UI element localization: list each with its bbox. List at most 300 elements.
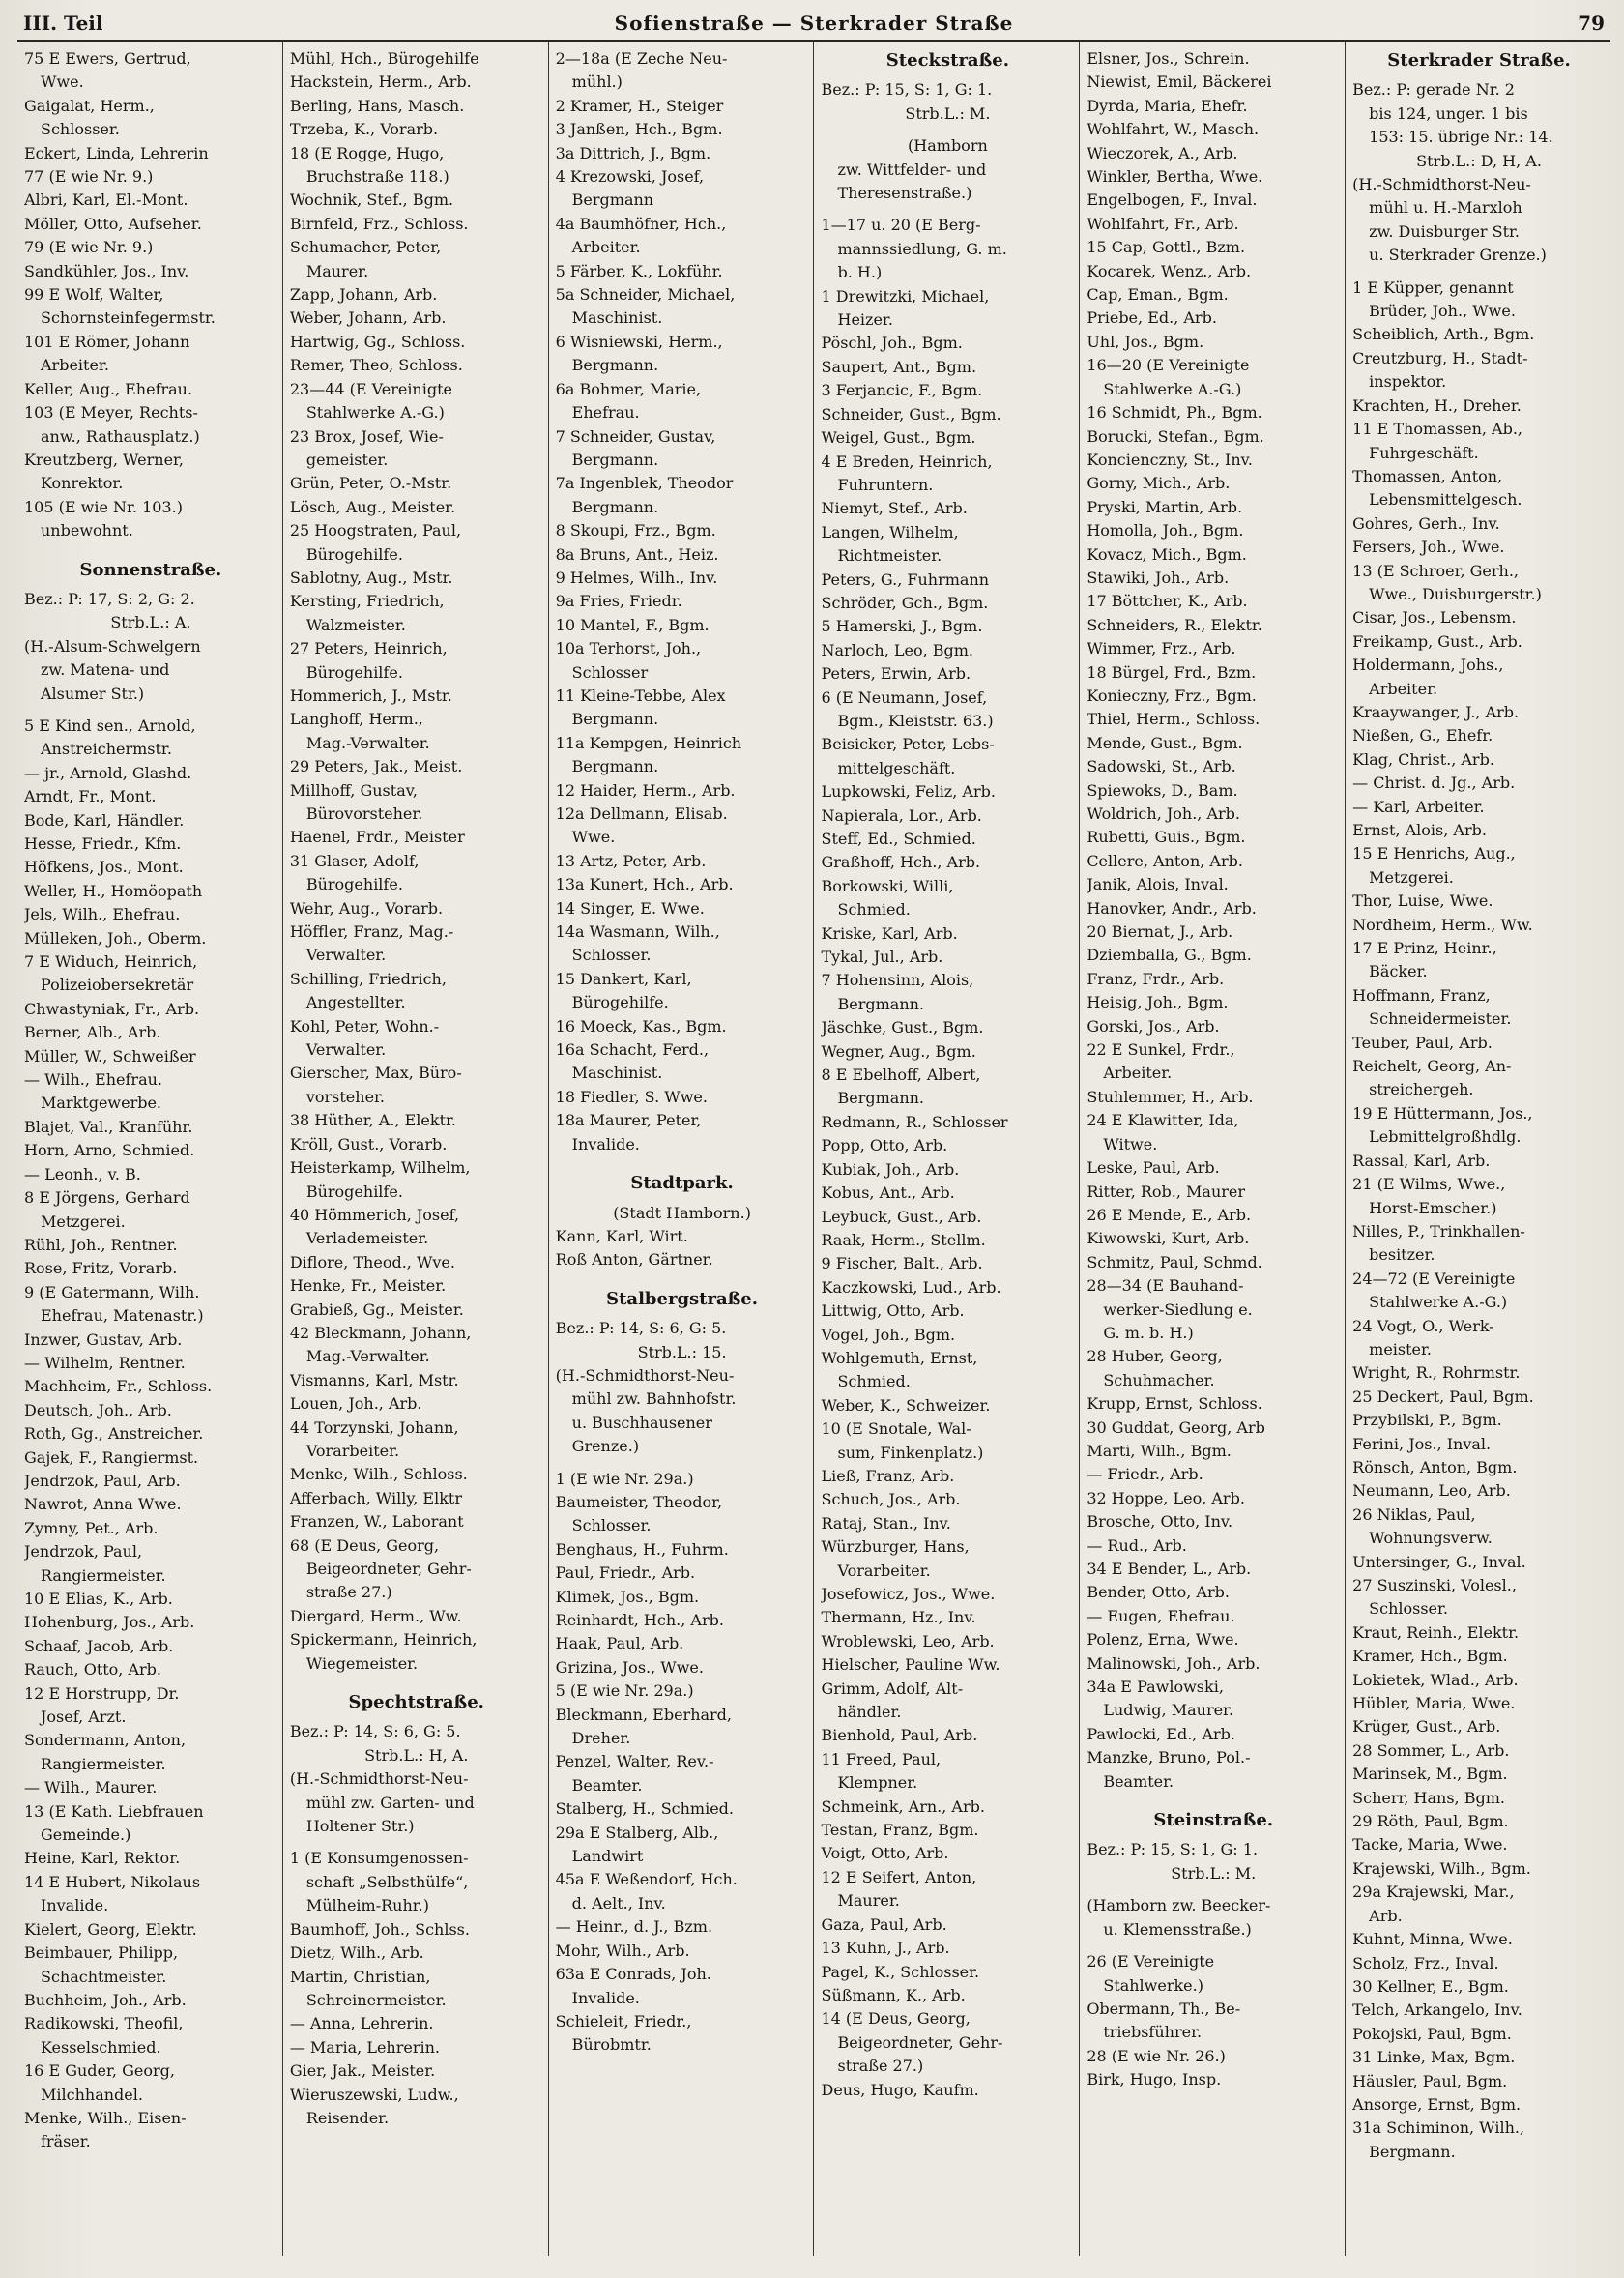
- entry-line: Menke, Wilh., Schloss.: [289, 1465, 468, 1484]
- entry-line: Metzgerei.: [41, 1212, 126, 1231]
- street-heading: Stalbergstraße.: [606, 1288, 759, 1309]
- entry-line: Rauch, Otto, Arb.: [24, 1660, 162, 1679]
- entry-line: Schlosser.: [571, 946, 652, 965]
- entry-line: Rubetti, Guis., Bgm.: [1087, 828, 1246, 847]
- entry-line: sum, Finkenplatz.): [837, 1443, 984, 1462]
- street-heading: Steinstraße.: [1153, 1810, 1274, 1831]
- entry-line: 30 Kellner, E., Bgm.: [1352, 1976, 1509, 1996]
- entry-line: Vorarbeiter.: [837, 1561, 931, 1580]
- entry-line: Berner, Alb., Arb.: [24, 1023, 161, 1042]
- entry-line: Malinowski, Joh., Arb.: [1087, 1653, 1261, 1673]
- entry-line: 20 Biernat, J., Arb.: [1087, 922, 1233, 942]
- entry-line: Invalide.: [41, 1896, 109, 1915]
- entry-line: Bez.: P: 17, S: 2, G: 2.: [24, 589, 195, 608]
- entry-line: Roth, Gg., Anstreicher.: [24, 1424, 204, 1444]
- entry-line: 68 (E Deus, Georg,: [289, 1535, 440, 1555]
- entry-line: Kobus, Ant., Arb.: [821, 1183, 955, 1203]
- column-2: [283, 42, 549, 2256]
- entry-line: Landwirt: [571, 1847, 644, 1866]
- entry-line: Strb.L.: H, A.: [364, 1745, 469, 1765]
- entry-line: Alsumer Str.): [41, 684, 145, 703]
- entry-line: Wright, R., Rohrmstr.: [1352, 1363, 1521, 1383]
- entry-line: Krupp, Ernst, Schloss.: [1087, 1394, 1262, 1414]
- entry-line: Pawlocki, Ed., Arb.: [1087, 1724, 1235, 1743]
- entry-line: — Rud., Arb.: [1087, 1535, 1187, 1555]
- entry-line: 7 Schneider, Gustav,: [555, 426, 716, 446]
- entry-line: Strb.L.: M.: [1171, 1863, 1257, 1883]
- entry-line: 8 Skoupi, Frz., Bgm.: [555, 521, 716, 540]
- entry-line: 14 (E Deus, Georg,: [821, 2009, 971, 2029]
- entry-line: Schornsteinfegermstr.: [41, 308, 216, 328]
- entry-line: 99 E Wolf, Walter,: [24, 285, 164, 305]
- entry-line: Niemyt, Stef., Arb.: [821, 499, 968, 518]
- entry-line: Steff, Ed., Schmied.: [821, 830, 976, 848]
- entry-line: 13a Kunert, Hch., Arb.: [555, 875, 734, 894]
- entry-line: Wieruszewski, Ludw.,: [289, 2085, 459, 2104]
- entry-line: Stalberg, H., Schmied.: [555, 1799, 734, 1819]
- spacer: [821, 126, 1074, 134]
- entry-line: Rose, Fritz, Vorarb.: [24, 1259, 178, 1278]
- entry-line: Würzburger, Hans,: [821, 1537, 970, 1557]
- entry-line: Grizina, Jos., Wwe.: [555, 1657, 704, 1677]
- entry-line: 13 (E Kath. Liebfrauen: [24, 1801, 204, 1821]
- entry-line: 2 Kramer, H., Steiger: [555, 96, 724, 115]
- entry-line: 27 Suszinski, Volesl.,: [1352, 1576, 1517, 1594]
- entry-line: Kohl, Peter, Wohn.-: [289, 1016, 440, 1036]
- entry-line: Kraaywanger, J., Arb.: [1352, 702, 1520, 721]
- entry-line: Bergmann.: [1369, 2142, 1456, 2161]
- entry-line: Hohenburg, Jos., Arb.: [24, 1613, 195, 1632]
- entry-line: d. Aelt., Inv.: [571, 1893, 666, 1913]
- entry-line: 11a Kempgen, Heinrich: [555, 733, 742, 752]
- entry-line: Kovacz, Mich., Bgm.: [1087, 544, 1247, 564]
- spacer: [290, 1838, 543, 1847]
- entry-line: Fuhrgeschäft.: [1369, 443, 1479, 462]
- entry-line: mühl.): [571, 73, 623, 92]
- entry-line: 25 Deckert, Paul, Bgm.: [1352, 1387, 1534, 1406]
- entry-line: Krachten, H., Dreher.: [1352, 395, 1522, 415]
- entry-line: Schmied.: [837, 1372, 911, 1391]
- entry-line: Kriske, Karl, Arb.: [821, 923, 958, 943]
- entry-line: 32 Hoppe, Leo, Arb.: [1087, 1488, 1245, 1507]
- entry-line: mühl zw. Bahnhofstr.: [571, 1389, 737, 1409]
- entry-line: Arbeiter.: [1103, 1064, 1173, 1083]
- entry-line: Hommerich, J., Mstr.: [289, 686, 452, 705]
- entry-line: Angestellter.: [305, 993, 406, 1012]
- entry-line: Cellere, Anton, Arb.: [1087, 851, 1243, 870]
- entry-line: Richtmeister.: [837, 546, 942, 566]
- entry-line: Bürogehilfe.: [305, 875, 403, 894]
- entry-line: Schröder, Gch., Bgm.: [821, 593, 989, 612]
- entry-line: Nawrot, Anna Wwe.: [24, 1495, 182, 1514]
- entry-line: Arb.: [1369, 1906, 1403, 1925]
- entry-line: 3 Janßen, Hch., Bgm.: [555, 120, 723, 139]
- entry-line: 26 E Mende, E., Arb.: [1087, 1205, 1252, 1224]
- columns: [17, 42, 1610, 2256]
- entry-line: Reichelt, Georg, An-: [1352, 1057, 1512, 1076]
- entry-line: Dreher.: [571, 1729, 631, 1748]
- entry-line: händler.: [837, 1703, 902, 1722]
- entry-line: 29a E Stalberg, Alb.,: [555, 1823, 719, 1842]
- spacer: [1087, 1942, 1340, 1950]
- entry-line: Rangiermeister.: [41, 1754, 166, 1773]
- entry-line: Tacke, Maria, Wwe.: [1352, 1835, 1508, 1855]
- entry-line: Wochnik, Stef., Bgm.: [289, 190, 454, 210]
- entry-line: Bez.: P: 15, S: 1, G: 1.: [821, 80, 993, 100]
- spacer: [1087, 1885, 1340, 1894]
- entry-line: Mühl, Hch., Bürogehilfe: [289, 49, 479, 68]
- entry-line: Deus, Hugo, Kaufm.: [821, 2080, 979, 2099]
- entry-line: Grimm, Adolf, Alt-: [821, 1679, 964, 1698]
- entry-line: u. Klemensstraße.): [1103, 1919, 1252, 1939]
- entry-line: fräser.: [41, 2132, 91, 2151]
- entry-line: Arbeiter.: [1369, 679, 1438, 698]
- entry-line: Schaaf, Jacob, Arb.: [24, 1636, 174, 1655]
- column-6: [1346, 42, 1610, 2256]
- entry-line: Vogel, Joh., Bgm.: [821, 1325, 956, 1344]
- entry-line: Testan, Franz, Bgm.: [821, 1821, 979, 1840]
- entry-line: Weller, H., Homöopath: [24, 881, 203, 900]
- entry-line: Inzwer, Gustav, Arb.: [24, 1329, 183, 1349]
- entry-line: Gaigalat, Herm.,: [24, 96, 155, 115]
- street-heading: Steckstraße.: [885, 50, 1009, 71]
- entry-line: Hackstein, Herm., Arb.: [289, 73, 472, 92]
- entry-line: Kesselschmied.: [41, 2037, 161, 2057]
- entry-line: Klempner.: [837, 1773, 918, 1793]
- entry-line: Langhoff, Herm.,: [289, 710, 423, 729]
- entry-line: zw. Wittfelder- und: [837, 160, 987, 179]
- entry-line: Marinsek, M., Bgm.: [1352, 1765, 1508, 1784]
- entry-line: G. m. b. H.): [1103, 1323, 1194, 1342]
- entry-line: Priebe, Ed., Arb.: [1087, 308, 1217, 328]
- entry-line: 6 Wisniewski, Herm.,: [555, 332, 723, 351]
- entry-line: Höffler, Franz, Mag.-: [289, 922, 454, 942]
- entry-line: 105 (E wie Nr. 103.): [24, 497, 183, 516]
- entry-line: 45a E Weßendorf, Hch.: [555, 1870, 738, 1889]
- entry-line: Brosche, Otto, Inv.: [1087, 1512, 1233, 1532]
- entry-line: Zapp, Johann, Arb.: [289, 285, 438, 305]
- entry-line: zw. Matena- und: [41, 660, 170, 680]
- entry-line: Hesse, Friedr., Kfm.: [24, 834, 182, 853]
- entry-line: Kersting, Friedrich,: [289, 592, 445, 611]
- spacer: [1352, 268, 1606, 277]
- entry-line: Leybuck, Gust., Arb.: [821, 1207, 982, 1226]
- entry-line: 28 Sommer, L., Arb.: [1352, 1740, 1510, 1760]
- entry-line: 1—17 u. 20 (E Berg-: [821, 216, 981, 235]
- entry-line: 31 Linke, Max, Bgm.: [1352, 2048, 1516, 2067]
- entry-line: Schneider, Gust., Bgm.: [821, 404, 1001, 423]
- page-title: Sofienstraße — Sterkrader Straße: [614, 12, 1014, 35]
- entry-line: Pagel, K., Schlosser.: [821, 1962, 980, 1981]
- entry-line: Bürovorsteher.: [305, 804, 423, 823]
- entry-line: Wohlgemuth, Ernst,: [821, 1348, 978, 1367]
- entry-line: Haenel, Frdr., Meister: [289, 828, 465, 847]
- entry-line: 42 Bleckmann, Johann,: [289, 1323, 472, 1342]
- entry-line: Albri, Karl, El.-Mont.: [24, 190, 188, 210]
- entry-line: Beimbauer, Philipp,: [24, 1943, 179, 1963]
- entry-line: Wohnungsverw.: [1369, 1529, 1493, 1548]
- entry-line: Schlosser.: [571, 1516, 652, 1535]
- entry-line: 10 E Elias, K., Arb.: [24, 1590, 173, 1608]
- entry-line: Schuhmacher.: [1103, 1370, 1215, 1389]
- entry-line: Holtener Str.): [305, 1817, 415, 1836]
- entry-line: 24 E Klawitter, Ida,: [1087, 1111, 1239, 1130]
- entry-line: Schmied.: [837, 900, 911, 920]
- entry-line: 18 Bürgel, Frd., Bzm.: [1087, 662, 1257, 682]
- entry-line: 12 E Horstrupp, Dr.: [24, 1683, 180, 1703]
- entry-line: Ansorge, Ernst, Bgm.: [1352, 2094, 1522, 2114]
- entry-line: 5 Färber, K., Lokführ.: [555, 261, 723, 280]
- entry-line: Popp, Otto, Arb.: [821, 1136, 948, 1155]
- entry-line: Stahlwerke A.-G.): [305, 403, 445, 423]
- entry-line: Pryski, Martin, Arb.: [1087, 497, 1243, 516]
- entry-line: 16—20 (E Vereinigte: [1087, 356, 1250, 375]
- entry-line: Jäschke, Gust., Bgm.: [821, 1018, 984, 1037]
- entry-line: Nilles, P., Trinkhallen-: [1352, 1221, 1525, 1241]
- entry-line: Schumacher, Peter,: [289, 238, 442, 257]
- entry-line: Kröll, Gust., Vorarb.: [289, 1134, 448, 1154]
- entry-line: Borucki, Stefan., Bgm.: [1087, 426, 1264, 446]
- entry-line: Kielert, Georg, Elektr.: [24, 1919, 197, 1939]
- entry-line: Maurer.: [305, 261, 369, 280]
- entry-line: Konieczny, Frz., Bgm.: [1087, 686, 1257, 705]
- entry-line: 16 Moeck, Kas., Bgm.: [555, 1016, 727, 1036]
- street-heading: Stadtpark.: [630, 1173, 734, 1194]
- entry-line: 3a Dittrich, J., Bgm.: [555, 143, 711, 162]
- entry-line: 31a Schiminon, Wilh.,: [1352, 2118, 1525, 2138]
- entry-line: Kraut, Reinh., Elektr.: [1352, 1622, 1520, 1642]
- entry-line: — Karl, Arbeiter.: [1352, 797, 1485, 816]
- entry-line: Fersers, Joh., Wwe.: [1352, 538, 1505, 557]
- entry-line: Kocarek, Wenz., Arb.: [1087, 261, 1252, 280]
- entry-line: Gaza, Paul, Arb.: [821, 1914, 947, 1934]
- entry-line: Heisig, Joh., Bgm.: [1087, 993, 1229, 1012]
- entry-line: Redmann, R., Schlosser: [821, 1112, 1008, 1131]
- entry-line: 1 (E Konsumgenossen-: [289, 1849, 469, 1868]
- entry-line: 23—44 (E Vereinigte: [289, 379, 452, 398]
- entry-line: 34a E Pawlowski,: [1087, 1678, 1224, 1697]
- entry-line: Baumeister, Theodor,: [555, 1492, 723, 1511]
- entry-line: Cisar, Jos., Lebensm.: [1352, 608, 1517, 628]
- entry-line: (Hamborn zw. Beecker-: [1087, 1896, 1271, 1915]
- entry-line: 6a Bohmer, Marie,: [555, 379, 702, 398]
- spacer: [24, 706, 277, 715]
- entry-line: Blajet, Val., Kranführ.: [24, 1117, 193, 1136]
- entry-line: Weigel, Gust., Bgm.: [821, 428, 976, 448]
- entry-line: Berling, Hans, Masch.: [289, 96, 465, 115]
- entry-line: Bez.: P: 14, S: 6, G: 5.: [555, 1319, 727, 1338]
- entry-line: Saupert, Ant., Bgm.: [821, 357, 977, 376]
- entry-line: Teuber, Paul, Arb.: [1352, 1033, 1493, 1052]
- entry-line: Heizer.: [837, 310, 893, 330]
- entry-line: 38 Hüther, A., Elektr.: [289, 1111, 456, 1130]
- entry-line: Rangiermeister.: [41, 1565, 166, 1585]
- entry-line: Krajewski, Wilh., Bgm.: [1352, 1858, 1531, 1878]
- entry-line: Walzmeister.: [305, 615, 406, 634]
- entry-line: 21 (E Wilms, Wwe.,: [1352, 1175, 1506, 1194]
- entry-line: 27 Peters, Heinrich,: [289, 639, 448, 658]
- entry-line: Menke, Wilh., Eisen-: [24, 2108, 187, 2127]
- entry-line: Dziemballa, G., Bgm.: [1087, 946, 1252, 965]
- entry-line: Stahlwerke.): [1103, 1975, 1204, 1995]
- entry-line: 26 (E Vereinigte: [1087, 1952, 1215, 1971]
- entry-line: Louen, Joh., Arb.: [289, 1394, 422, 1414]
- entry-line: 13 Kuhn, J., Arb.: [821, 1939, 950, 1958]
- entry-line: Höfkens, Jos., Mont.: [24, 858, 184, 877]
- entry-line: 25 Hoogstraten, Paul,: [289, 521, 462, 540]
- entry-line: 24—72 (E Vereinigte: [1352, 1269, 1516, 1288]
- entry-line: Scheiblich, Arth., Bgm.: [1352, 325, 1535, 344]
- entry-line: Maurer.: [837, 1891, 900, 1911]
- entry-line: Deutsch, Joh., Arb.: [24, 1400, 172, 1419]
- entry-line: Marktgewerbe.: [41, 1094, 162, 1113]
- entry-line: Krüger, Gust., Arb.: [1352, 1717, 1501, 1737]
- entry-line: Ehefrau, Matenastr.): [41, 1306, 204, 1326]
- entry-line: Josefowicz, Jos., Wwe.: [821, 1585, 996, 1603]
- entry-line: Holdermann, Johs.,: [1352, 656, 1504, 675]
- entry-line: Pöschl, Joh., Bgm.: [821, 334, 963, 353]
- entry-line: Schneiders, R., Elektr.: [1087, 615, 1262, 634]
- entry-line: Jendrzok, Paul,: [24, 1542, 143, 1562]
- entry-line: 13 (E Schroer, Gerh.,: [1352, 561, 1520, 580]
- entry-line: Strb.L.: 15.: [637, 1342, 727, 1361]
- entry-line: 8a Bruns, Ant., Heiz.: [555, 544, 719, 564]
- entry-line: 22 E Sunkel, Frdr.,: [1087, 1040, 1235, 1060]
- entry-line: unbewohnt.: [41, 521, 133, 540]
- entry-line: Gier, Jak., Meister.: [289, 2061, 436, 2081]
- entry-line: 26 Niklas, Paul,: [1352, 1504, 1476, 1524]
- entry-line: 15 Cap, Gottl., Bzm.: [1087, 238, 1246, 257]
- entry-line: Sadowski, St., Arb.: [1087, 757, 1236, 776]
- entry-line: 7 E Widuch, Heinrich,: [24, 952, 198, 972]
- entry-line: Klag, Christ., Arb.: [1352, 749, 1494, 769]
- entry-line: 17 E Prinz, Heinr.,: [1352, 939, 1497, 958]
- entry-line: 9 Helmes, Wilh., Inv.: [555, 568, 718, 587]
- entry-line: Radikowski, Theofil,: [24, 2014, 184, 2033]
- entry-line: Verwalter.: [305, 946, 387, 965]
- entry-line: 24 Vogt, O., Werk-: [1352, 1316, 1494, 1335]
- entry-line: 18 Fiedler, S. Wwe.: [555, 1087, 708, 1106]
- entry-line: Bürobmtr.: [571, 2035, 652, 2055]
- entry-line: zw. Duisburger Str.: [1369, 221, 1521, 241]
- entry-line: Süßmann, K., Arb.: [821, 1985, 966, 2004]
- entry-line: Gajek, F., Rangiermst.: [24, 1447, 199, 1467]
- entry-line: Lupkowski, Feliz, Arb.: [821, 782, 996, 802]
- entry-line: 7a Ingenblek, Theodor: [555, 474, 734, 493]
- entry-line: Koncienczny, St., Inv.: [1087, 450, 1253, 469]
- entry-line: 17 Böttcher, K., Arb.: [1087, 592, 1248, 611]
- entry-line: Bgm., Kleiststr. 63.): [837, 711, 994, 730]
- entry-line: Stuhlemmer, H., Arb.: [1087, 1087, 1254, 1106]
- entry-line: schaft „Selbsthülfe“,: [305, 1872, 469, 1891]
- entry-line: werker-Siedlung e.: [1103, 1300, 1253, 1319]
- entry-line: Bez.: P: 14, S: 6, G: 5.: [289, 1722, 461, 1741]
- entry-line: mittelgeschäft.: [837, 758, 956, 777]
- entry-line: Bienhold, Paul, Arb.: [821, 1726, 978, 1745]
- entry-line: Bergmann: [571, 190, 654, 210]
- entry-line: Gorny, Mich., Arb.: [1087, 474, 1231, 493]
- entry-line: straße 27.): [837, 2057, 924, 2076]
- entry-line: Maschinist.: [571, 1064, 663, 1083]
- entry-line: Polenz, Erna, Wwe.: [1087, 1630, 1239, 1650]
- column-1: [17, 42, 283, 2256]
- entry-line: Nordheim, Herm., Ww.: [1352, 915, 1533, 934]
- entry-line: Verwalter.: [305, 1040, 387, 1060]
- entry-line: Lösch, Aug., Meister.: [289, 497, 456, 516]
- entry-line: Vorarbeiter.: [305, 1441, 400, 1460]
- spacer: [556, 1459, 809, 1468]
- entry-line: 16 Schmidt, Ph., Bgm.: [1087, 403, 1262, 423]
- entry-line: Remer, Theo, Schloss.: [289, 356, 463, 375]
- entry-line: Bergmann.: [571, 497, 659, 516]
- entry-line: 103 (E Meyer, Rechts-: [24, 403, 198, 423]
- entry-line: Mag.-Verwalter.: [305, 1347, 430, 1366]
- entry-line: Ritter, Rob., Maurer: [1087, 1182, 1246, 1201]
- entry-line: Mag.-Verwalter.: [305, 733, 430, 752]
- entry-line: Ernst, Alois, Arb.: [1352, 821, 1487, 839]
- entry-line: Baumhoff, Joh., Schlss.: [289, 1919, 470, 1939]
- entry-line: Grün, Peter, O.-Mstr.: [289, 474, 452, 493]
- entry-line: Tykal, Jul., Arb.: [821, 948, 943, 967]
- entry-line: 29 Peters, Jak., Meist.: [289, 757, 463, 776]
- entry-line: Raak, Herm., Stellm.: [821, 1230, 986, 1249]
- entry-line: Obermann, Th., Be-: [1087, 1999, 1241, 2018]
- entry-line: 29a Krajewski, Mar.,: [1352, 1883, 1515, 1902]
- entry-line: Penzel, Walter, Rev.-: [555, 1752, 714, 1771]
- entry-line: Kreutzberg, Werner,: [24, 450, 185, 469]
- entry-line: Trzeba, K., Vorarb.: [289, 120, 439, 139]
- entry-line: Dietz, Wilh., Arb.: [289, 1943, 424, 1963]
- street-heading: Sterkrader Straße.: [1387, 50, 1571, 71]
- entry-line: Hoffmann, Franz,: [1352, 985, 1491, 1005]
- entry-line: bis 124, unger. 1 bis: [1369, 103, 1528, 123]
- entry-line: 16a Schacht, Ferd.,: [555, 1040, 710, 1060]
- entry-line: 14 Singer, E. Wwe.: [555, 898, 705, 918]
- entry-line: u. Sterkrader Grenze.): [1369, 246, 1547, 265]
- entry-line: Bleckmann, Eberhard,: [555, 1705, 733, 1724]
- entry-line: 63a E Conrads, Joh.: [555, 1965, 711, 1984]
- entry-line: 28—34 (E Bauhand-: [1087, 1276, 1244, 1296]
- entry-line: 12a Dellmann, Elisab.: [555, 804, 728, 823]
- entry-line: (Hamborn: [908, 136, 988, 156]
- entry-line: Chwastyniak, Fr., Arb.: [24, 999, 200, 1018]
- entry-line: Kaczkowski, Lud., Arb.: [821, 1277, 1001, 1297]
- entry-line: Müller, W., Schweißer: [24, 1046, 196, 1066]
- entry-line: Beamter.: [1103, 1771, 1174, 1791]
- entry-line: Scherr, Hans, Bgm.: [1352, 1788, 1505, 1807]
- entry-line: Rönsch, Anton, Bgm.: [1352, 1457, 1518, 1476]
- entry-line: Thiel, Herm., Schloss.: [1087, 710, 1261, 729]
- entry-line: 15 E Henrichs, Aug.,: [1352, 844, 1516, 863]
- entry-line: Mohr, Wilh., Arb.: [555, 1941, 690, 1960]
- entry-line: 19 E Hüttermann, Jos.,: [1352, 1103, 1533, 1123]
- entry-line: Mende, Gust., Bgm.: [1087, 733, 1243, 752]
- entry-line: Bender, Otto, Arb.: [1087, 1583, 1230, 1602]
- entry-line: Weber, Johann, Arb.: [289, 308, 447, 328]
- column-5: [1080, 42, 1346, 2256]
- entry-line: 9a Fries, Friedr.: [555, 592, 682, 611]
- entry-line: — Anna, Lehrerin.: [289, 2014, 434, 2033]
- entry-line: Wwe., Duisburgerstr.): [1369, 584, 1542, 603]
- entry-line: 8 E Ebelhoff, Albert,: [821, 1066, 981, 1085]
- entry-line: 4a Baumhöfner, Hch.,: [555, 214, 727, 233]
- entry-line: — Leonh., v. B.: [24, 1164, 141, 1183]
- entry-line: Horst-Emscher.): [1369, 1198, 1497, 1217]
- entry-line: Haak, Paul, Arb.: [555, 1634, 684, 1653]
- entry-line: Horn, Arno, Schmied.: [24, 1141, 195, 1160]
- street-heading: Spechtstraße.: [348, 1692, 484, 1713]
- entry-line: 153: 15. übrige Nr.: 14.: [1369, 128, 1553, 147]
